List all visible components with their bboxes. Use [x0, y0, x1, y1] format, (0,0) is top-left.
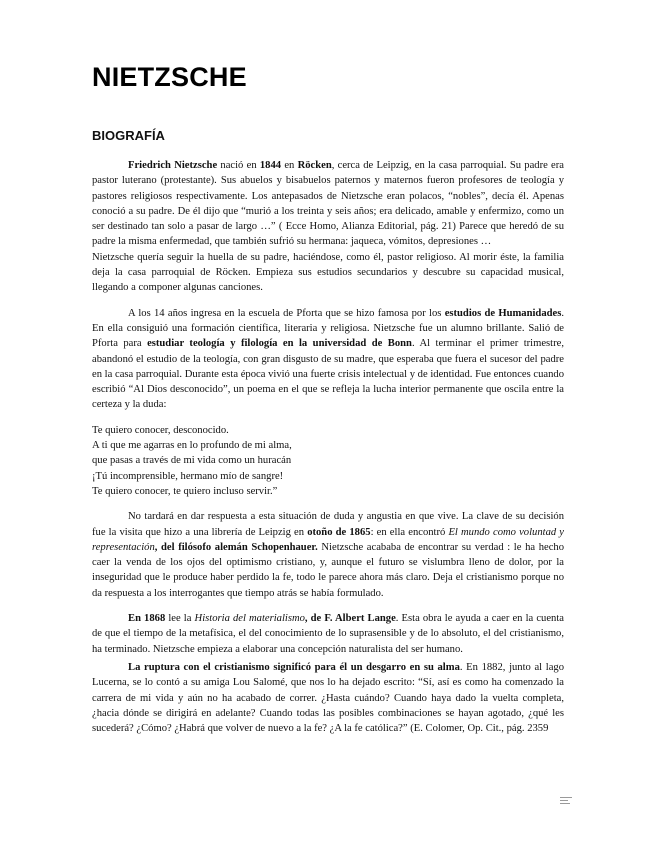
text-run: , cerca de Leipzig, en la casa parroquial. Su padre era pastor luterano (protestante). Sus abuelos y bisabuelos paternos y maternos fueron profesores de teología y pastores religiosos respectivamente. Los antepasados de Nietzsche eran polacos, “nobles”, decía él. Apenas conoció a su padre. De él dijo que “murió a los treinta y seis años; era delicado, amable y enfermizo, como un ser destinado tan solo a pasar de largo …” ( Ecce Homo, Alianza Editorial, pág. 21) Parece que heredó de su padre la misma enfermedad, que también sufrió su hermana: jaqueca, vómitos, depresiones … [92, 160, 564, 248]
text-run: . Al terminar el primer trimestre, abandonó el estudio de la teología, con gran disgusto de su madre, que esperaba que fuera el sucesor del padre en la casa parroquial. Durante esta época vivió una fuerte crisis intelectual y de identidad. Fue entonces cuando escribió “Al Dios desconocido”, un poema en el que se refleja la lucha interior permanente que oscila entre la certeza y la duda: [92, 338, 565, 411]
paragraph-materialism [92, 611, 564, 657]
page-mark-icon [560, 797, 572, 806]
text-run: nació en [217, 160, 260, 171]
bold-name: Friedrich Nietzsche [128, 160, 218, 171]
poem-line: ¡Tú incomprensible, hermano mío de sangre! [92, 470, 284, 482]
bold-author: , de F. Albert Lange [304, 613, 396, 625]
text-run: en [281, 160, 298, 171]
poem-line: A ti que me agarras en lo profundo de mi alma, [92, 440, 292, 452]
document-body [92, 158, 564, 736]
text-run: : en ella encontró [370, 526, 449, 538]
text-run: lee la [165, 613, 195, 625]
bold-date: otoño de 1865 [307, 526, 371, 538]
bold-humanities: estudios de Humanidades [444, 307, 562, 319]
bold-year: 1844 [259, 160, 282, 171]
paragraph-birth [92, 158, 564, 250]
text-run: Nietzsche acababa de encontrar su verdad : le ha hecho caer la venda de los ojos del optimismo cristiano, y, aunque el futuro se vislumbra lleno de dolor, por la inseguridad que le produce haber perdido la fe, todo le parece ahora más claro. Deja el cristianismo porque no da respuesta a los interrogantes que tiempo atrás se había formulado. [92, 541, 564, 599]
bold-rupture: La ruptura con el cristianismo significó para él un desgarro en su alma [128, 661, 460, 673]
text-run: . En 1882, junto al lago Lucerna, se lo contó a su amiga Lou Salomé, que nos lo ha dejado escrito: “Sí, así es como ha comenzado la carrera de mi vida y aún no ha acabado de correr. ¿Hasta cuándo? Cuando haya dado la vuelta completa, ¿hacia dónde se dirigirá en adelante? Cuando todas las posibles combinaciones se hayan agotado, ¿qué les sucederá? ¿Cómo? ¿Habrá que volver de nuevo a la fe? ¿A la fe católica?” (E. Colomer, Op. Cit., pág. 2359 [92, 661, 565, 735]
italic-book-title: Historia del materialismo [194, 613, 305, 625]
paragraph-childhood: Nietzsche quería seguir la huella de su padre, haciéndose, como él, pastor religioso. Al morir éste, la familia deja la casa parroquial de Röcken. Empieza sus estudios secundarios y descubre su capacidad musical, llegando a componer algunas canciones. [92, 251, 564, 294]
document-title: NIETZSCHE [92, 62, 247, 92]
poem-line: que pasas a través de mi vida como un huracán [92, 455, 292, 467]
poem-line: Te quiero conocer, desconocido. [92, 424, 229, 436]
text-run: No tardará en dar respuesta a esta situación de duda y angustia en que vive. La clave de su decisión fue la visita que hizo a una librería de Leipzig en [92, 511, 564, 538]
paragraph-rupture [92, 660, 564, 736]
text-run: . En ella consiguió una formación científica, literaria y religiosa. Nietzsche fue un alumno brillante. Salió de Pforta para [92, 307, 564, 350]
poem-block [92, 423, 564, 499]
paragraph-schopenhauer [92, 509, 564, 601]
bold-year: En 1868 [128, 613, 166, 625]
section-heading: BIOGRAFÍA [92, 128, 165, 143]
text-run: . Esta obra le ayuda a caer en la cuenta de que el tiempo de la metafísica, el del conocimiento de lo suprasensible y de lo absoluto, el del cristianismo, ha terminado. Nietzsche empieza a elaborar una concepción naturalista del ser humano. [92, 613, 564, 655]
italic-book-title: El mundo como voluntad y representación [92, 526, 565, 553]
text-run: A los 14 años ingresa en la escuela de Pforta que se hizo famosa por los [128, 307, 445, 319]
paragraph-education [92, 306, 564, 413]
bold-studies: estudiar teología y filología en la universidad de Bonn [147, 338, 412, 350]
poem-line: Te quiero conocer, te quiero incluso servir.” [92, 485, 278, 497]
bold-place: Röcken [297, 160, 332, 171]
bold-philosopher: , del filósofo alemán Schopenhauer. [154, 541, 318, 553]
